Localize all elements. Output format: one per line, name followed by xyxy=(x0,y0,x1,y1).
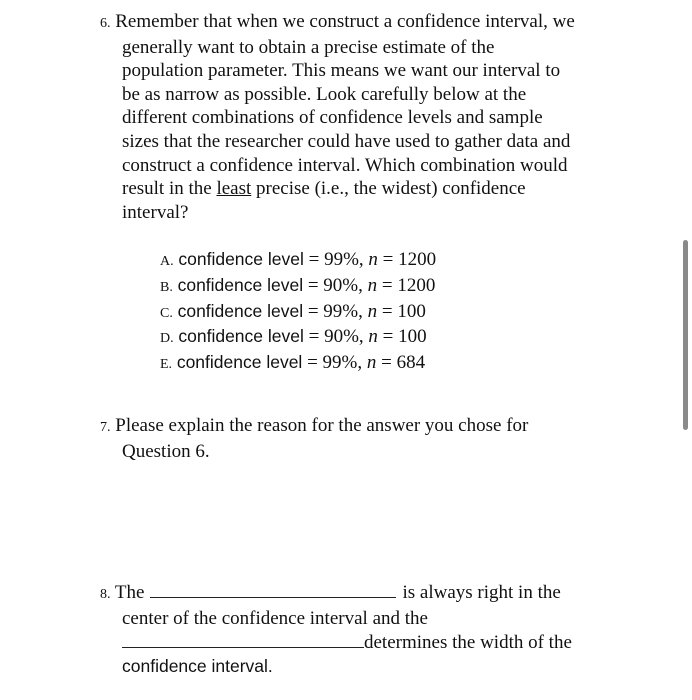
center-blank[interactable] xyxy=(150,580,396,598)
question-8-line-3 xyxy=(100,630,620,655)
question-8-line-2: center of the confidence interval and the xyxy=(122,607,428,629)
choice-n-symbol: n xyxy=(367,300,378,322)
question-8-text-pre: The xyxy=(114,582,145,603)
choice-n-symbol: n xyxy=(368,326,378,348)
question-8-text-post: is always right in the xyxy=(402,582,561,603)
question-6-line-6: sizes that the researcher could have used to gather data and xyxy=(122,130,571,152)
choice-c[interactable] xyxy=(160,300,436,326)
question-6-text-1: Remember that when we construct a confidence interval, we xyxy=(115,11,575,32)
question-6-line-7: construct a confidence interval. Which combination would xyxy=(122,154,568,176)
question-8-line-3-post: determines the width of the xyxy=(364,632,572,654)
question-8-line-1 xyxy=(100,580,620,607)
question-8-number: 8. xyxy=(100,587,111,602)
question-6-line-1 xyxy=(100,10,620,36)
question-6-line-4: be as narrow as possible. Look carefully below at the xyxy=(122,83,527,105)
choice-b[interactable] xyxy=(160,274,436,300)
choice-letter: B. xyxy=(160,279,173,295)
choice-n-value: = 100 xyxy=(381,300,426,322)
question-7 xyxy=(100,414,620,463)
question-6-line-8-pre: result in the xyxy=(122,178,217,200)
choice-letter: C. xyxy=(160,305,173,321)
choice-level: = 99%, xyxy=(308,249,364,270)
least-underlined: least xyxy=(216,178,252,200)
question-6-number: 6. xyxy=(100,16,111,31)
question-6-line-9: interval? xyxy=(122,201,189,223)
choice-n-value: = 684 xyxy=(381,352,426,374)
choice-level: = 99%, xyxy=(307,352,363,374)
answer-choices xyxy=(160,248,436,377)
choice-letter: E. xyxy=(160,357,173,373)
choice-n-value: = 1200 xyxy=(382,249,437,270)
choice-a[interactable] xyxy=(160,248,436,274)
choice-e[interactable] xyxy=(160,351,436,377)
question-7-line-2: Question 6. xyxy=(122,440,210,462)
choice-label: confidence level xyxy=(177,300,304,321)
question-8 xyxy=(100,580,620,678)
choice-d[interactable] xyxy=(160,325,436,351)
question-7-text-1: Please explain the reason for the answer you chose for xyxy=(115,415,529,436)
choice-letter: A. xyxy=(160,254,174,269)
choice-label: confidence level xyxy=(177,274,304,295)
choice-label: confidence level xyxy=(178,326,304,347)
question-6-line-3: population parameter. This means we want our interval to xyxy=(122,60,561,82)
question-6-line-2: generally want to obtain a precise estimate of the xyxy=(122,36,495,58)
width-blank[interactable] xyxy=(122,630,364,648)
choice-n-value: = 100 xyxy=(382,326,427,348)
choice-n-symbol: n xyxy=(368,249,378,270)
question-7-line-1 xyxy=(100,414,620,440)
choice-letter: D. xyxy=(160,331,174,347)
choice-label: confidence level xyxy=(176,352,303,373)
question-8-line-4: confidence interval. xyxy=(122,655,273,676)
choice-label: confidence level xyxy=(178,249,304,269)
choice-n-symbol: n xyxy=(366,352,377,374)
choice-level: = 99%, xyxy=(307,300,363,322)
choice-level: = 90%, xyxy=(308,326,364,348)
choice-n-symbol: n xyxy=(367,274,378,296)
question-6-line-8 xyxy=(100,177,620,201)
question-7-number: 7. xyxy=(100,420,111,435)
question-6-line-5: different combinations of confidence levels and sample xyxy=(122,107,543,129)
choice-n-value: = 1200 xyxy=(381,274,436,296)
question-6 xyxy=(100,10,620,224)
scrollbar[interactable] xyxy=(683,240,688,430)
question-6-line-8-post: precise (i.e., the widest) confidence xyxy=(251,178,526,200)
choice-level: = 90%, xyxy=(307,274,363,296)
